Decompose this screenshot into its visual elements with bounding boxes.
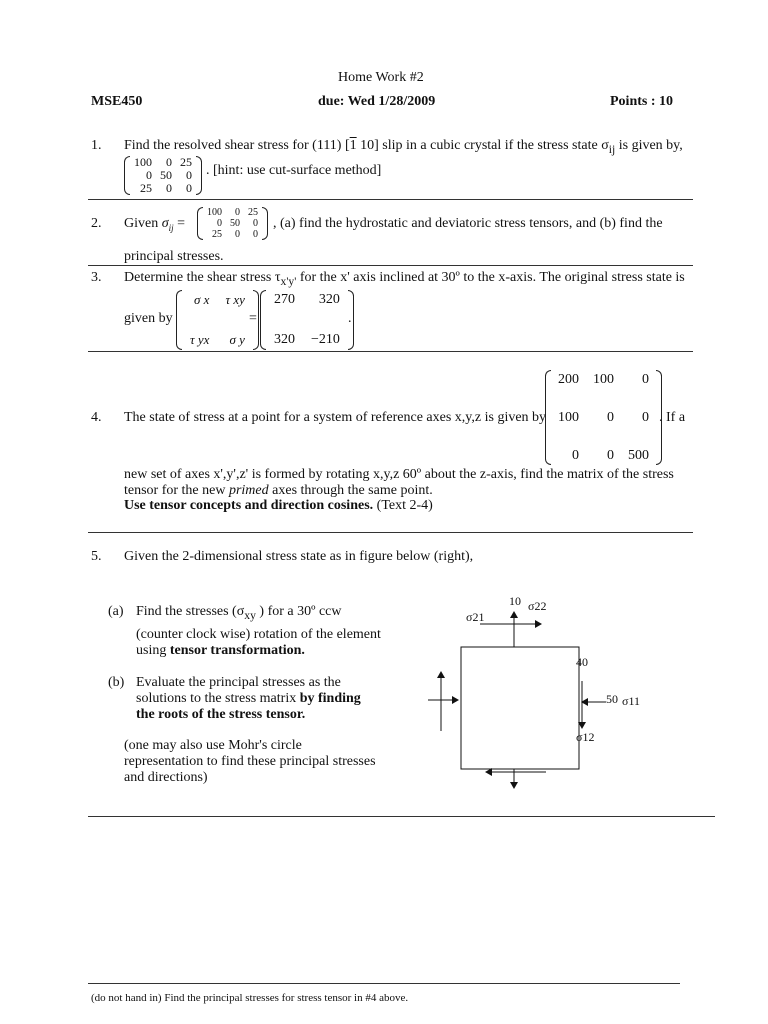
divider [88, 532, 693, 533]
problem-text: Determine the shear stress $\tau_{x'y'}$ for the x' axis inclined at 30º to the x-axis. The original stress state is [124, 270, 685, 288]
hint-text: . [hint: use cut-surface method] [206, 163, 382, 178]
label-sigma22: σ22 [528, 599, 547, 613]
problem-text-line2: new set of axes x',y',z' is formed by rotating x,y,z 60º about the z-axis, find the matrix of the stress [124, 467, 674, 482]
problem-text-cont: principal stresses. [124, 249, 224, 264]
points: Points : 10 [610, 94, 673, 109]
label-sigma21: σ21 [466, 610, 485, 624]
part-b-label: (b) [108, 675, 125, 690]
problem-text: Find the resolved shear stress for (111) [1 10] slip in a cubic crystal if the stress state $\sigma_{ij}$ is given by, [124, 138, 683, 156]
footer-note: (do not hand in) Find the principal stresses for stress tensor in #4 above. [91, 992, 409, 1004]
problem-number: 1. [91, 138, 102, 153]
problem-text-line3: tensor for the new primed axes through the same point. [124, 483, 433, 498]
note-line2: representation to find these principal stresses [124, 754, 376, 769]
numeric-matrix: 270 320 320 −210 [260, 290, 354, 350]
label-40: 40 [576, 655, 588, 669]
due-date: due: Wed 1/28/2009 [318, 94, 436, 109]
part-a-line1: Find the stresses ($\sigma_{xy}$ ) for a 30º ccw [136, 604, 342, 622]
course-code: MSE450 [91, 94, 143, 109]
stress-element-figure [420, 588, 660, 800]
divider [88, 351, 693, 352]
problem-text: The state of stress at a point for a system of reference axes x,y,z is given by [124, 410, 547, 425]
stress-matrix: 100 0 25 0 50 0 25 0 0 [197, 207, 268, 240]
label-sigma12: σ12 [576, 730, 595, 744]
problem-number: 5. [91, 549, 102, 564]
problem-text: Given the 2-dimensional stress state as in figure below (right), [124, 549, 474, 564]
period: . [348, 311, 352, 326]
stress-matrix: 100 0 25 0 50 0 25 0 0 [124, 156, 202, 195]
symbolic-matrix: σ x τ xy τ yx σ y [176, 290, 259, 350]
header-title: Home Work #2 [338, 70, 424, 85]
problem-text: , (a) find the hydrostatic and deviatoric stress tensors, and (b) find the [273, 216, 663, 231]
divider [88, 816, 715, 817]
given-by: given by [124, 311, 173, 326]
stress-matrix: 200 100 0 100 0 0 0 0 500 [545, 370, 662, 465]
problem-number: 4. [91, 410, 102, 425]
note-line1: (one may also use Mohr's circle [124, 738, 302, 753]
problem-number: 2. [91, 216, 102, 231]
part-a-line3: using tensor transformation. [136, 643, 305, 658]
problem-number: 3. [91, 270, 102, 285]
footer-divider [88, 983, 680, 984]
divider [88, 265, 693, 266]
part-a-line2: (counter clock wise) rotation of the element [136, 627, 381, 642]
element-square [461, 647, 579, 769]
problem-text-line4: Use tensor concepts and direction cosines. (Text 2-4) [124, 498, 433, 513]
label-sigma11: σ11 [622, 694, 641, 708]
label-10: 10 [509, 594, 521, 608]
problem-text-ifa: . If a [659, 410, 686, 425]
part-b-line1: Evaluate the principal stresses as the [136, 675, 341, 690]
note-line3: and directions) [124, 770, 208, 785]
part-a-label: (a) [108, 604, 124, 619]
equals-sign: = [249, 311, 257, 326]
part-b-line3: the roots of the stress tensor. [136, 707, 306, 722]
label-50: 50 [606, 692, 618, 706]
divider [88, 199, 693, 200]
part-b-line2: solutions to the stress matrix by finding [136, 691, 361, 706]
problem-given: Given $\sigma_{ij}$ = [124, 216, 186, 233]
